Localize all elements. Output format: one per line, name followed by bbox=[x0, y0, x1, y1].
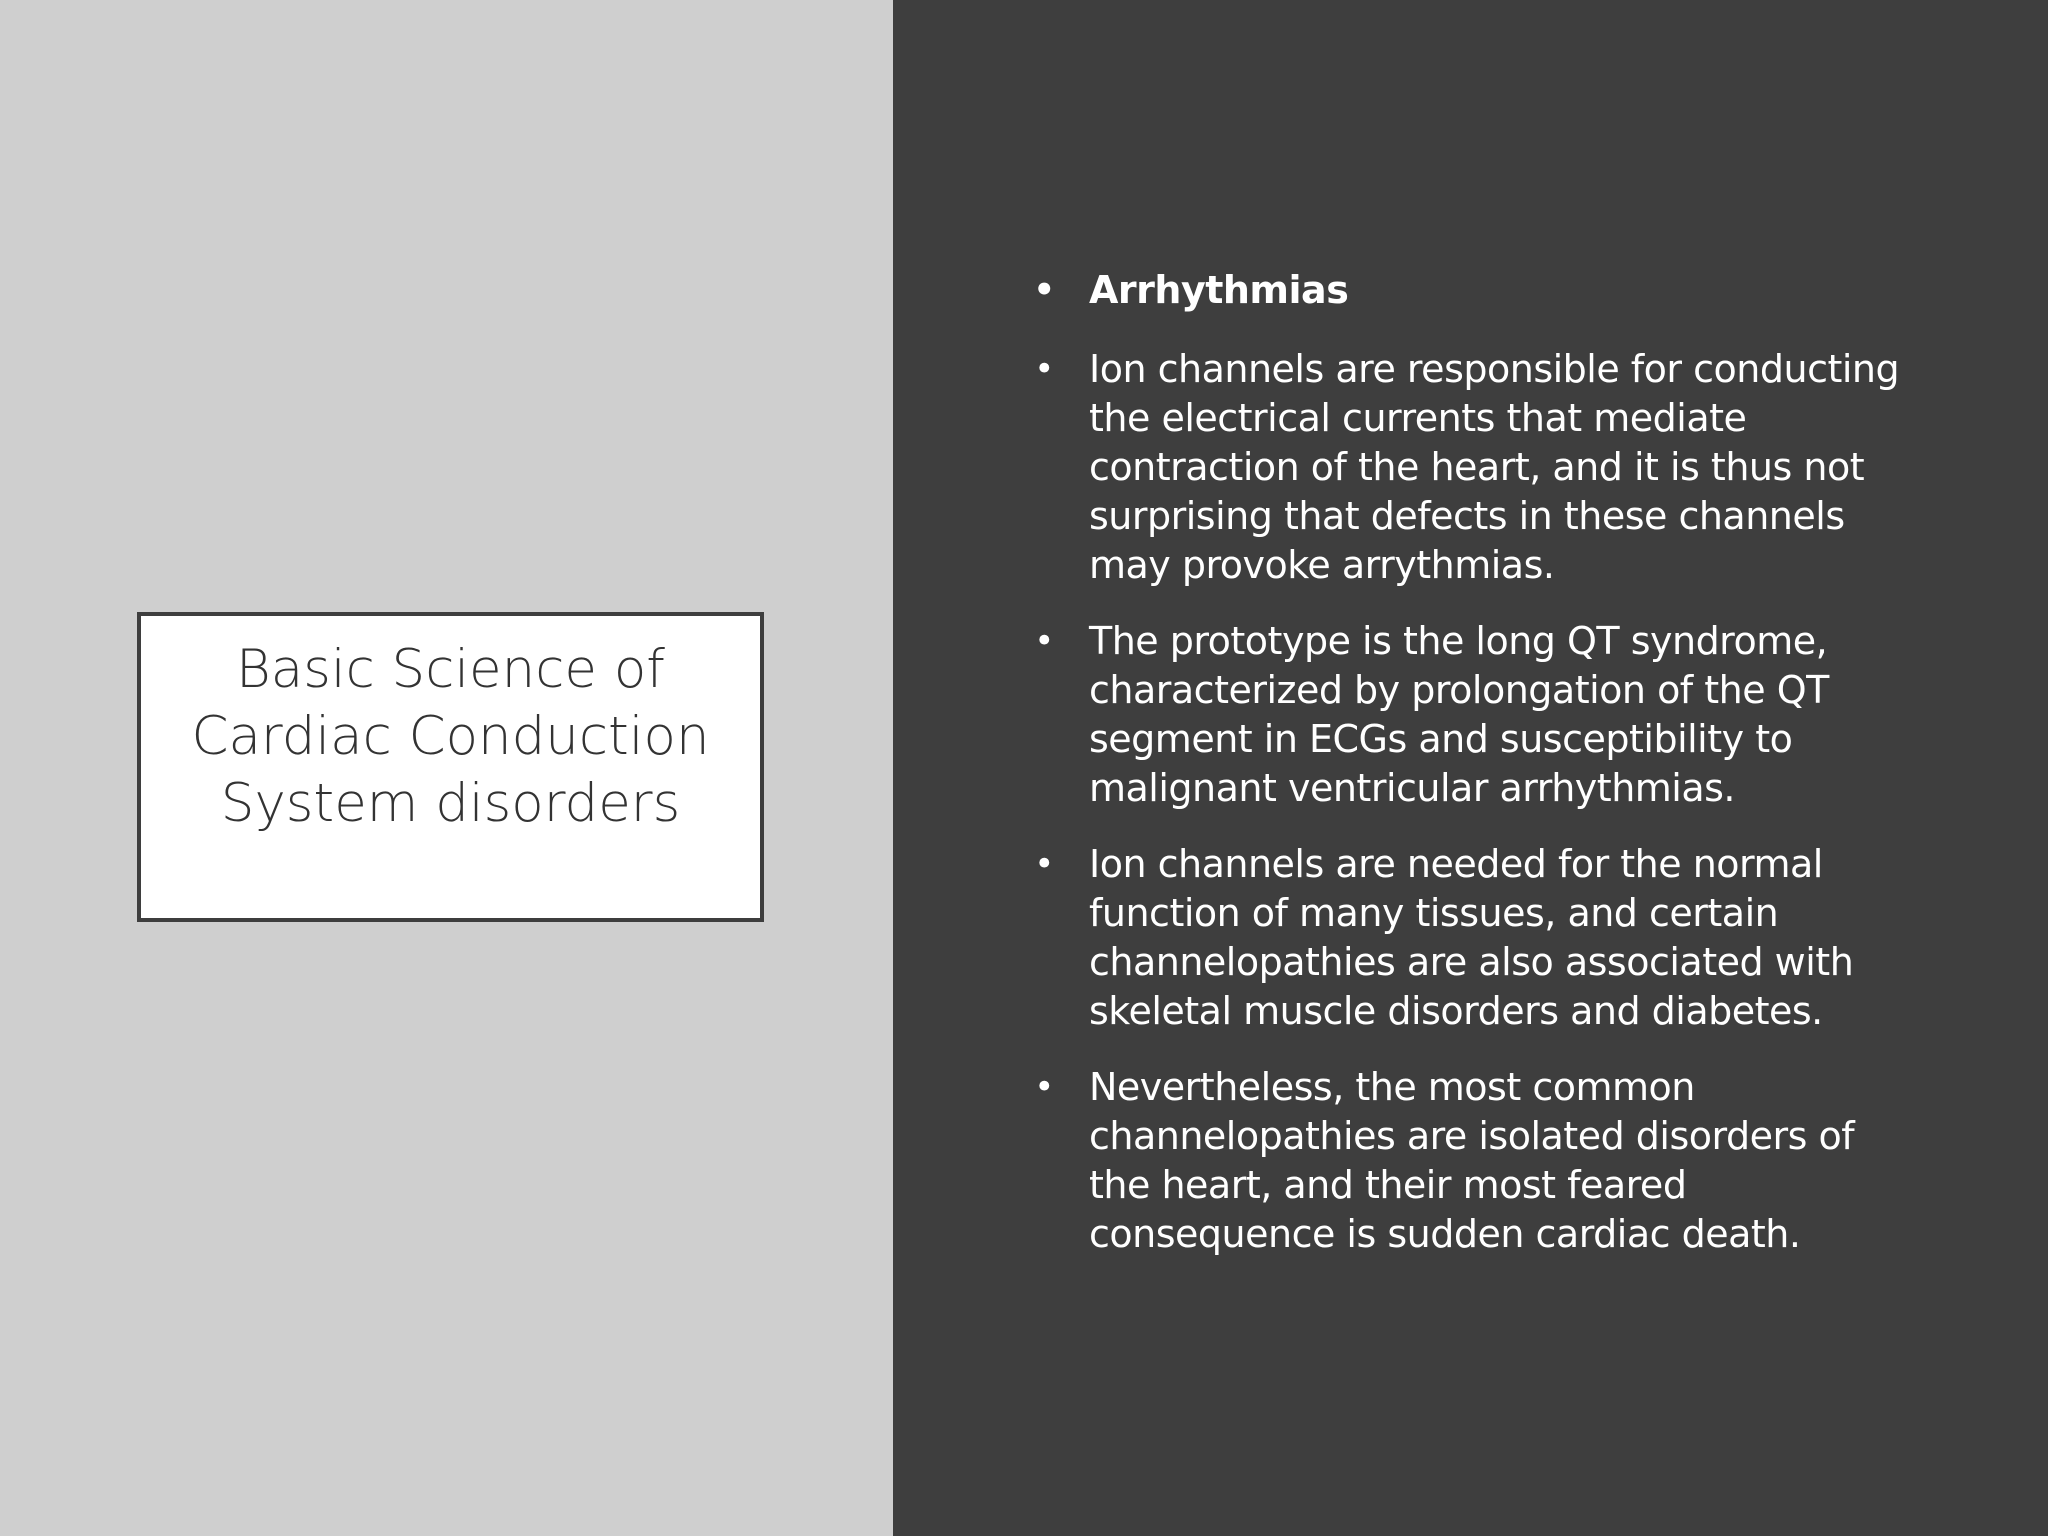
bullet-icon: • bbox=[1033, 270, 1055, 310]
bullet-icon: • bbox=[1034, 621, 1054, 661]
bullet-item-arrhythmias bbox=[1030, 266, 1930, 315]
bullet-text: Ion channels are needed for the normal function of many tissues, and certain channelopathies are also associated with skeletal muscle disorders and diabetes. bbox=[1089, 842, 1854, 1033]
bullet-text: Arrhythmias bbox=[1089, 268, 1349, 312]
title-box bbox=[137, 612, 764, 922]
bullet-icon: • bbox=[1034, 844, 1054, 884]
bullet-text: Ion channels are responsible for conducting the electrical currents that mediate contraction of the heart, and it is thus not surprising that defects in these channels may provoke arrythmias. bbox=[1089, 347, 1900, 587]
bullet-item-sudden-cardiac-death bbox=[1030, 1063, 1930, 1259]
bullet-icon: • bbox=[1034, 349, 1054, 389]
bullet-item-ion-channels bbox=[1030, 345, 1930, 590]
bullet-item-long-qt bbox=[1030, 617, 1930, 813]
bullet-icon: • bbox=[1034, 1067, 1054, 1107]
bullet-item-other-tissues bbox=[1030, 840, 1930, 1036]
bullet-list bbox=[1030, 266, 1930, 1286]
bullet-text: The prototype is the long QT syndrome, characterized by prolongation of the QT segment in ECGs and susceptibility to malignant ventricular arrhythmias. bbox=[1089, 619, 1829, 810]
bullet-text: Nevertheless, the most common channelopathies are isolated disorders of the heart, and their most feared consequence is sudden cardiac death. bbox=[1089, 1065, 1855, 1256]
slide-title: Basic Science of Cardiac Conduction System disorders bbox=[191, 639, 710, 834]
